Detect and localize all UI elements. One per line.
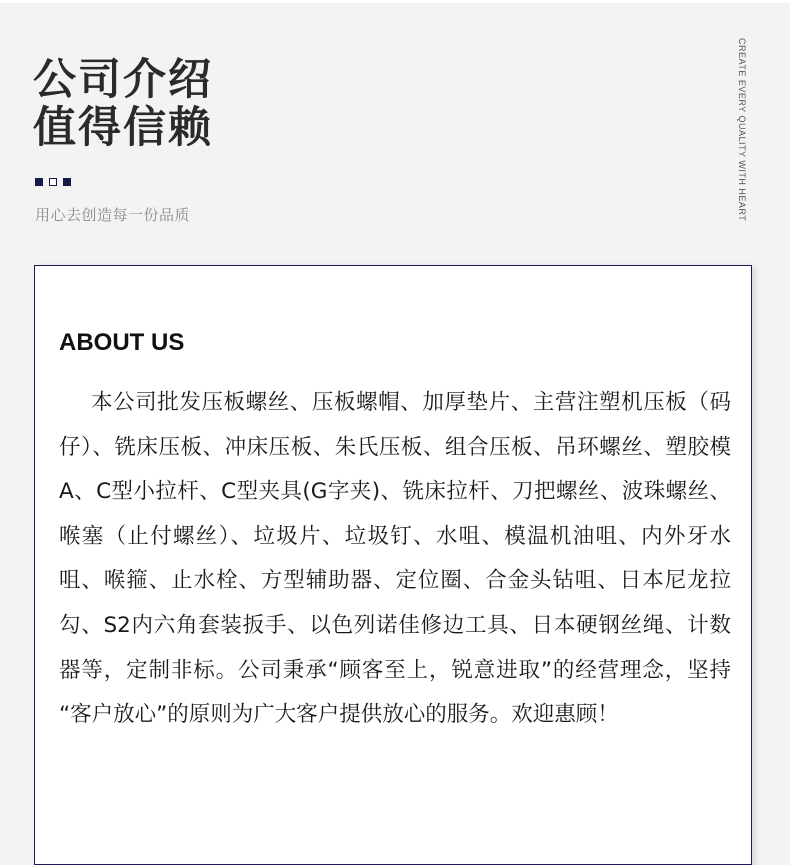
- page-title-line-1: 公司介绍: [33, 55, 213, 105]
- dot-filled: [35, 178, 43, 186]
- page-title-line-2: 值得信赖: [33, 103, 213, 153]
- dot-decoration: [35, 178, 71, 186]
- page-title: [33, 56, 213, 152]
- about-body: 本公司批发压板螺丝、压板螺帽、加厚垫片、主营注塑机压板（码仔）、铣床压板、冲床压板、朱氏压板、组合压板、吊环螺丝、塑胶模A、C型小拉杆、C型夹具(G字夹)、铣床拉杆、刀把螺丝、波珠螺丝、喉塞（止付螺丝）、垃圾片、垃圾钉、水咀、模温机油咀、内外牙水咀、喉箍、止水栓、方型辅助器、定位圈、合金头钻咀、日本尼龙拉勾、S2内六角套装扳手、以色列诺佳修边工具、日本硬钢丝绳、计数器等，定制非标。公司秉承“顾客至上，锐意进取”的经营理念，坚持 “客户放心”的原则为广大客户提供放心的服务。欢迎惠顾！: [59, 390, 775, 728]
- vertical-tagline: CREATE EVERY QUALITY WITH HEART: [737, 38, 747, 222]
- top-edge: [0, 0, 790, 3]
- slogan: 用心去创造每一份品质: [35, 206, 191, 224]
- dot-hollow: [49, 178, 57, 186]
- dot-filled: [63, 178, 71, 186]
- about-card: [34, 265, 775, 865]
- about-title: ABOUT US: [59, 329, 185, 356]
